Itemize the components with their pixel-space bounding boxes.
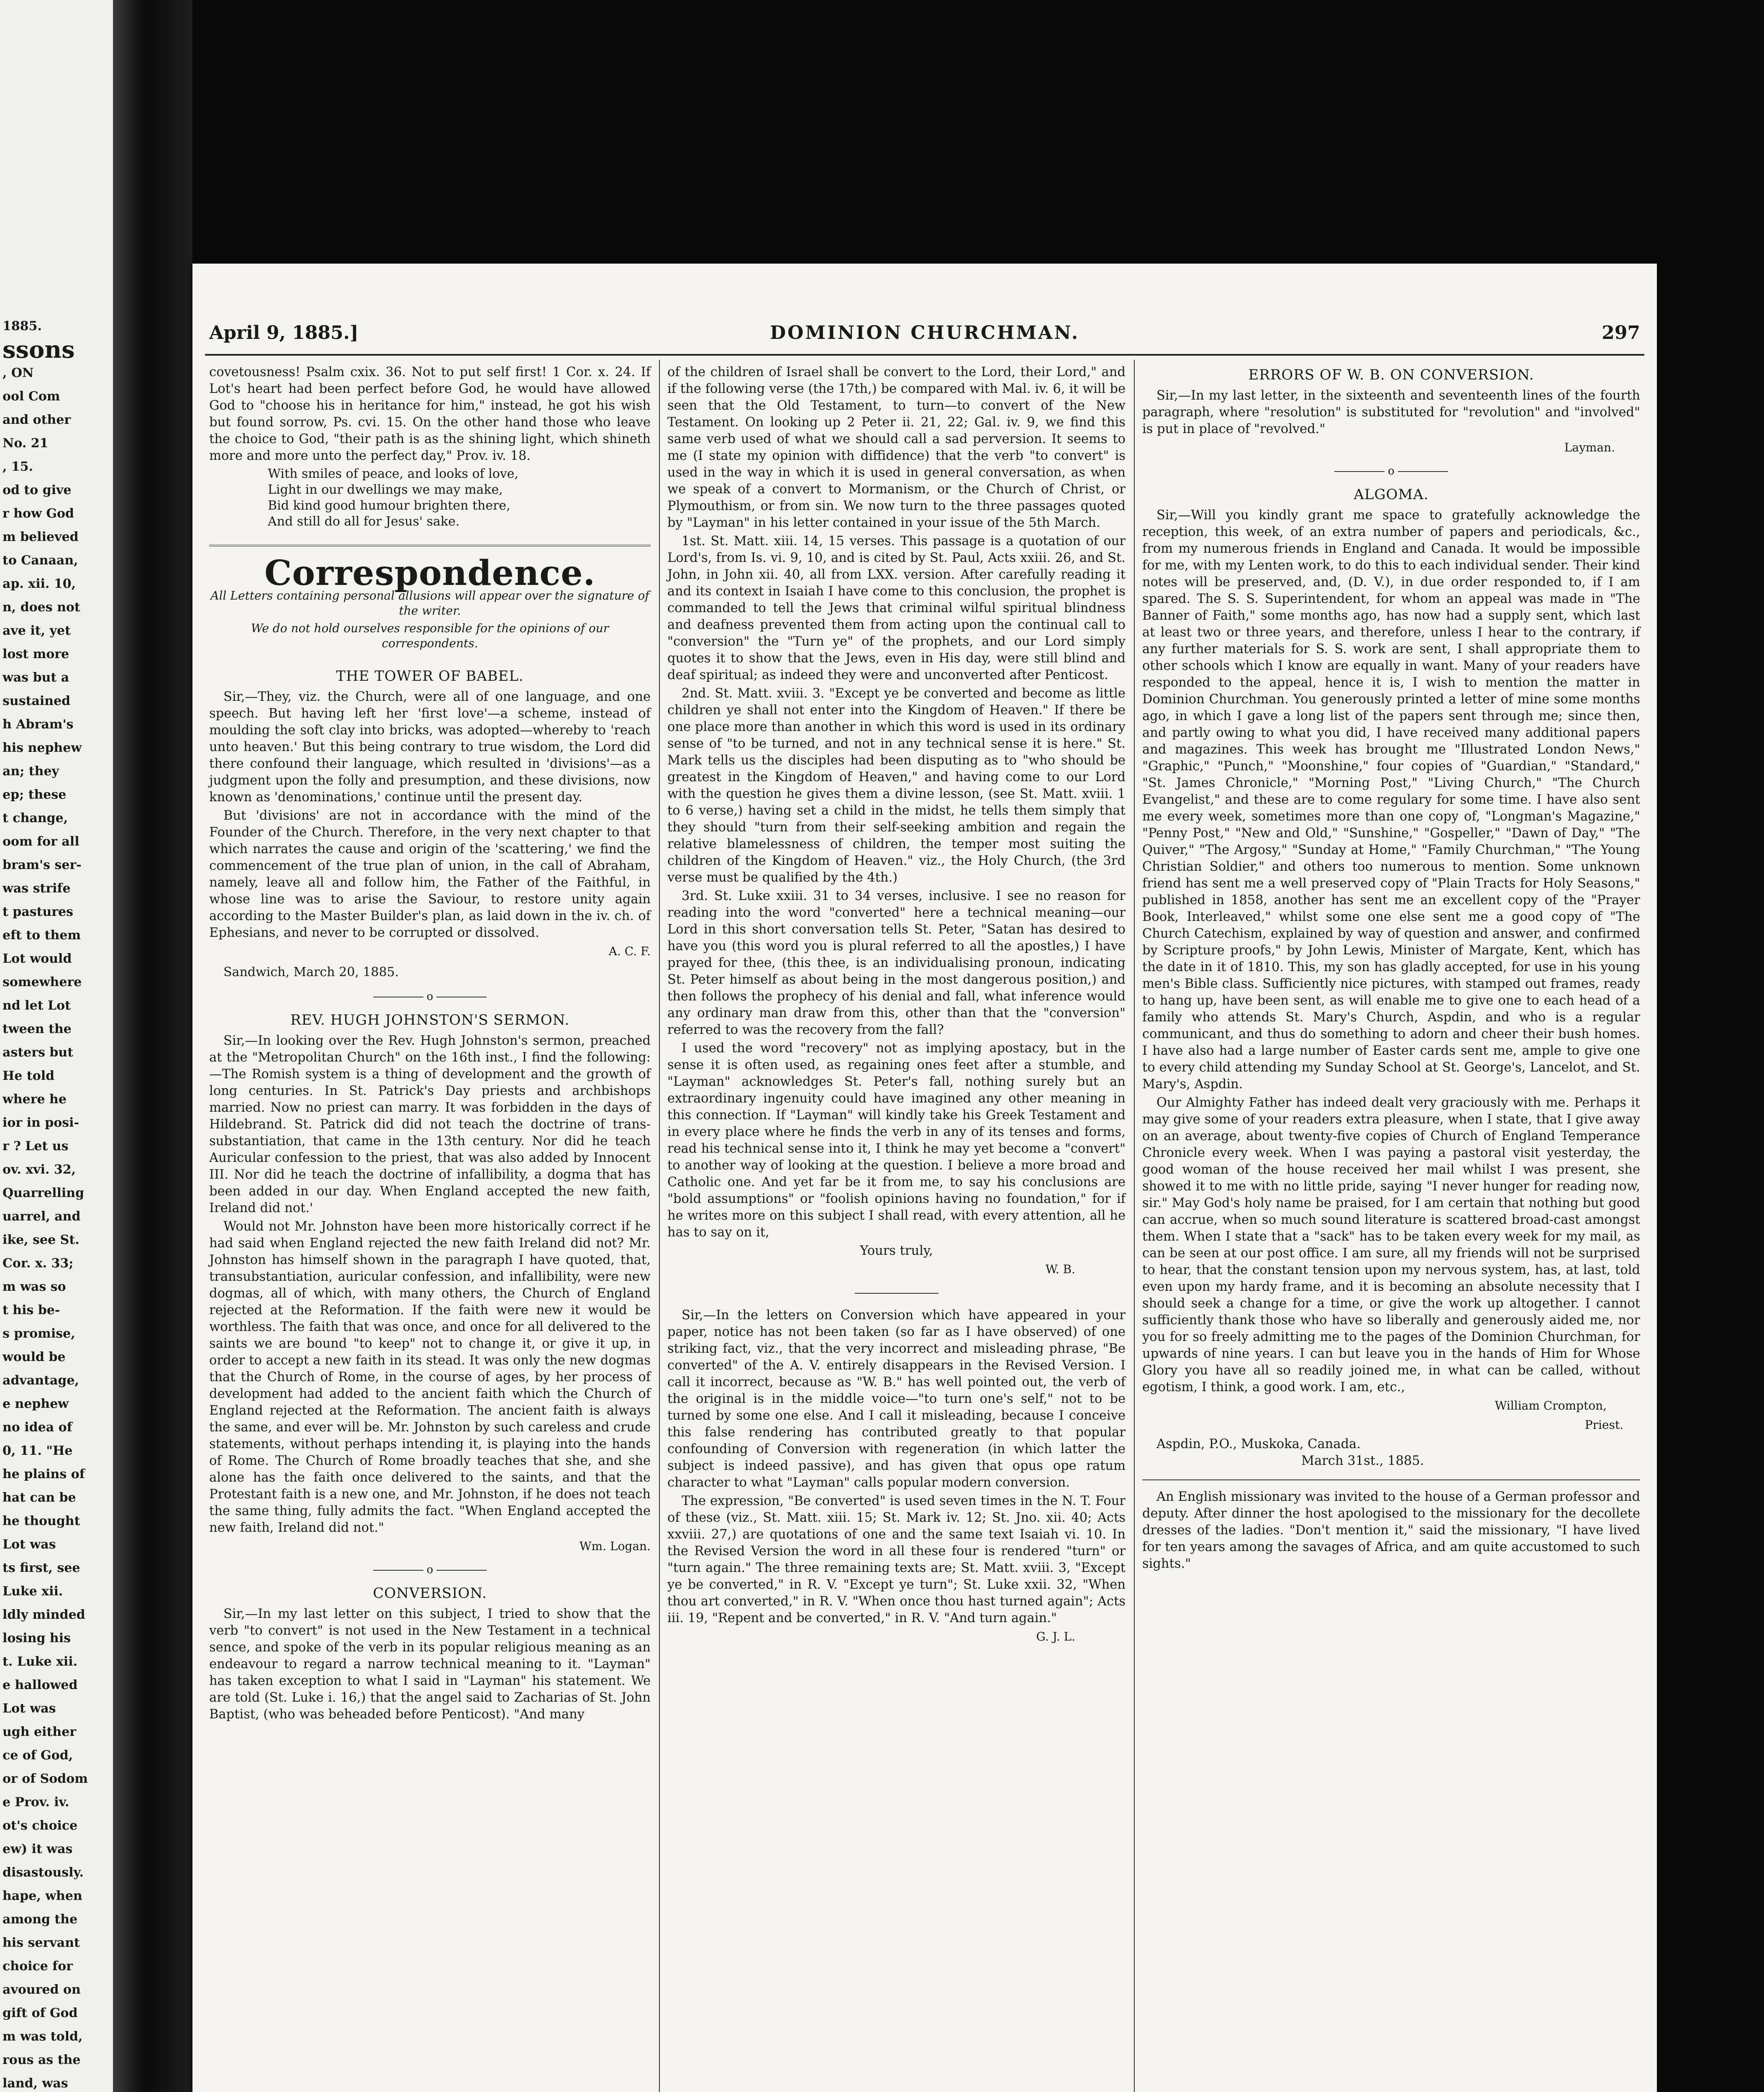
left-page-fragment: an; they (3, 764, 59, 779)
article-title-algoma: ALGOMA. (1354, 486, 1429, 503)
article-title-sermon: REV. HUGH JOHNSTON'S SERMON. (290, 1012, 570, 1028)
left-page-fragment: ov. xvi. 32, (3, 1162, 76, 1177)
signature: Wm. Logan. (579, 1539, 651, 1553)
adjacent-left-page (0, 0, 113, 2092)
left-page-fragment: ike, see St. (3, 1233, 79, 1247)
page-header (209, 322, 1640, 349)
column-3 (1142, 364, 1640, 1574)
paragraph: Would not Mr. Johnston have been more historically correct if he had said when England rejected the new faith Ireland did not? Mr. Johnston has himself shown in the paragraph I have quoted, that, transubstantiation, auricular confession, and infallibility, were new dogmas, all of which, with many others, the Church of England rejected at the Reformation. If the faith were new it would be worthless. The faith that was once, and once for all delivered to the saints we are bound "to keep" not to change it, or give it up, in order to accept a new faith in its stead. It was only the new dogmas that the Church of Rome, in the course of ages, by her process of development had added to the ancient faith which the Church of England rejected at the Reformation. The ancient faith is always the same, and ever will be. Mr. Johnston by such careless and crude statements, without perhaps intending it, is playing into the hands of Rome. The Church of Rome broadly teaches that she, and she alone has the faith once delivered to the saints, and that the Protestant faith is a new one, and Mr. Johnston, if he does not teach the same thing, fully admits the fact. "When England accepted the new faith, Ireland did not." (209, 1219, 651, 1535)
left-page-fragment: , 15. (3, 459, 33, 474)
column-divider (659, 360, 660, 2092)
article-title-babel: THE TOWER OF BABEL. (336, 668, 524, 685)
header-title: DOMINION CHURCHMAN. (769, 322, 1080, 344)
left-page-fragment: he plains of (3, 1467, 85, 1482)
left-page-fragment: rous as the (3, 2053, 81, 2067)
left-page-fragment: and other (3, 413, 71, 427)
column-1 (209, 364, 651, 1725)
left-page-fragment: sustained (3, 694, 71, 708)
left-page-fragment: hat can be (3, 1490, 76, 1505)
signature: W. B. (1045, 1262, 1075, 1276)
divider-ornament: o (209, 988, 651, 1005)
paragraph: Sir,—In my last letter, in the sixteenth and seventeenth lines of the fourth paragraph, where "resolution" is substituted for "revolution" and "involved" is put in place of "revolved." (1142, 388, 1640, 436)
paragraph: Our Almighty Father has indeed dealt very graciously with me. Perhaps it may give some of your readers extra pleasure, when I state, that I give away on an average, about twenty-five copies of Church of England Temperance Chronicle every week. When I was paying a pastoral visit yesterday, the good woman of the house received her mail whilst I was present, she showed it to me with no little pride, saying "I never hunger for reading now, sir." May God's holy name be praised, for I am certain that nothing but good can accrue, when so much sound literature is scattered broad-cast amongst them. When I state that a "sack" has to be taken every week for my mail, as can be seen at our post office. I am sure, all my friends will not be surprised to hear, that the constant tension upon my nervous system, has, at last, told even upon my hardy frame, and it is becoming an absolute necessity that I should seek a change for a time, or give the work up altogether. I cannot sufficiently thank those who have so liberally and generously aided me, nor you for so freely admitting me to the pages of the Dominion Churchman, for upwards of nine years. I can but leave you in the hands of Him for Whose Glory you have all so readily joined me, in what can be called, without egotism, I think, a good work. I am, etc., (1142, 1095, 1640, 1395)
left-page-fragment: He told (3, 1069, 55, 1083)
left-page-fragment: ep; these (3, 787, 67, 802)
left-page-fragment: ldly minded (3, 1607, 85, 1622)
left-page-fragment: losing his (3, 1631, 71, 1646)
left-page-fragment: ew) it was (3, 1842, 73, 1856)
left-page-fragment: no idea of (3, 1420, 72, 1435)
left-page-fragment: was strife (3, 881, 71, 896)
signature: Layman. (1564, 441, 1615, 454)
section-rule (209, 545, 651, 546)
poem-line: Light in our dwellings we may make, (268, 482, 503, 497)
left-page-fragment: e hallowed (3, 1678, 78, 1692)
left-page-fragment: m was told, (3, 2029, 83, 2044)
left-page-fragment: among the (3, 1912, 78, 1927)
left-page-fragment: od to give (3, 483, 72, 497)
intro-paragraph: covetousness! Psalm cxix. 36. Not to put self first! 1 Cor. x. 24. If Lot's heart had been perfect before God, he would have allowed God to "choose his in heritance for him," instead, he got his wish but found sorrow, Ps. cvi. 15. On the other hand those who leave the choice to God, "their path is as the shining light, which shineth more and more unto the perfect day," Prov. iv. 18. (209, 365, 651, 463)
editorial-note: We do not hold ourselves responsible for the opinions of our correspondents. (251, 621, 609, 650)
paragraph: I used the word "recovery" not as implying apostacy, but in the sense it is often used, as regaining ones feet after a stumble, and "Layman" acknowledges St. Peter's fall, nothing surely but an extraordinary ingenuity could have imagined any other meaning in this connection. If "Layman" will kindly take his Greek Testament and in every place where he finds the verb in any of its tenses and forms, read his technical sense into it, I think he may yet become a "convert" to another way of looking at the question. I believe a more broad and Catholic one. And yet far be it from me, to say his conclusions are "bold assumptions" or "foolish opinions having no foundation," for if he writes more on this subject I shall read, with every attention, all he has to say on it, (667, 1041, 1126, 1240)
poem-line: Bid kind good humour brighten there, (268, 498, 510, 513)
paragraph: 2nd. St. Matt. xviii. 3. "Except ye be converted and become as little children ye shall not enter into the Kingdom of Heaven." If there be one place more than another in which this word is used in its ordinary sense of "to be turned, and not in any technical sense it is here." St. Mark tells us the disciples had been disputing as to "who should be greatest in the Kingdom of Heaven," and having come to our Lord with the question he gives them a divine lesson, (see St. Matt. xviii. 1 to 6 verse,) having set a child in the midst, he tells them simply that they should "turn from their self-seeking ambition and regain the relative blamelessness of children, the temper most suiting the children of the Kingdom of Heaven." viz., the Holy Church, (the 3rd verse must be qualified by the 4th.) (667, 686, 1126, 885)
left-page-fragment: hape, when (3, 1889, 82, 1903)
paragraph: of the children of Israel shall be convert to the Lord, their Lord," and if the following verse (the 17th,) be compared with Mal. iv. 6, it will be seen that the Old Testament, to turn—to convert of the New Testament. On looking up 2 Peter ii. 21, 22; Gal. iv. 9, we find this same verb used of what we should call a sad perversion. It seems to me (I state my opinion with diffidence) that the verb "to convert" is used in the way in which it is used in general conversation, as when we speak of a convert to Mormanism, or the Church of Christ, or Plymouthism, or from sin. We now turn to the three passages quoted by "Layman" in his letter contained in your issue of the 5th March. (667, 365, 1126, 530)
left-page-fragment: ot's choice (3, 1818, 78, 1833)
left-page-fragment: Luke xii. (3, 1584, 63, 1599)
left-page-fragment: where he (3, 1092, 67, 1107)
left-page-fragment: ool Com (3, 389, 60, 404)
left-page-fragment: would be (3, 1350, 66, 1364)
left-page-fragment: ior in posi- (3, 1115, 79, 1130)
left-page-fragment: disastously. (3, 1865, 84, 1880)
paragraph: Sir,—In looking over the Rev. Hugh Johnston's sermon, preached at the "Metropolitan Church" on the 16th inst., I find the following:—The Romish system is a thing of development and the growth of long centuries. In St. Patrick's Day priests and archbishops married. Now no priest can marry. It was forbidden in the days of Hildebrand. St. Patrick did did not teach the doctrine of trans-substantiation, that came in the 13th century. Nor did he teach Auricular confession to the priest, that was also added by Innocent III. Nor did he teach the doctrine of infallibility, a dogma that has been added in our day. When England accepted the new faith, Ireland did not.' (209, 1033, 651, 1215)
left-page-fragment: gift of God (3, 2006, 78, 2020)
left-page-fragment: tween the (3, 1022, 72, 1036)
section-rule (1142, 1479, 1640, 1480)
place-line: Aspdin, P.O., Muskoka, Canada. (1156, 1437, 1361, 1451)
left-page-fragment: 1885. (3, 319, 42, 333)
column-2 (667, 364, 1126, 1648)
left-page-fragment: ssons (3, 336, 75, 364)
signature: A. C. F. (608, 944, 651, 958)
left-page-fragment: No. 21 (3, 436, 49, 451)
left-page-fragment: Lot was (3, 1701, 56, 1716)
left-page-fragment: ave it, yet (3, 623, 71, 638)
left-page-fragment: m believed (3, 530, 79, 544)
left-page-fragment: lost more (3, 647, 69, 661)
left-page-fragment: was but a (3, 670, 69, 685)
paragraph: 3rd. St. Luke xxiii. 31 to 34 verses, inclusive. I see no reason for reading into the word "converted" here a technical meaning—our Lord in this short conversation tells St. Peter, "Satan has desired to have you (this word you is plural referred to all the apostles,) I have prayed for thee, (this thee, is an individualising pronoun, indicating St. Peter himself as about being in the most dangerous position,) and then follows the prophecy of his denial and fall, what inference would any ordinary man draw from this, other than that the "conversion" referred to was the recovery from the fall? (667, 889, 1126, 1037)
anecdote: An English missionary was invited to the house of a German professor and deputy. After dinner the host apologised to the missionary for the decollete dresses of the ladies. "Don't mention it," said the missionary, "I have lived for ten years among the savages of Africa, and am quite accustomed to such sights." (1142, 1490, 1640, 1571)
left-page-fragment: , ON (3, 366, 34, 380)
left-page-fragment: land, was (3, 2076, 68, 2091)
newspaper-page (192, 264, 1657, 2092)
left-page-fragment: he thought (3, 1514, 80, 1528)
paragraph: The expression, "Be converted" is used seven times in the N. T. Four of these (viz., St. Matt. xiii. 15; St. Mark iv. 12; St. Jno. xii. 40; Acts xxviii. 27,) are quotations of one and the same text Isaiah vi. 10. In the Revised Version the word in all these four is rendered "turn" or "turn again." The three remaining texts are; St. Matt. xviii. 3, "Except ye be converted," in R. V. "Except ye turn"; St. Luke xxii. 32, "When thou art converted," in R. V. "When once thou hast turned again"; Acts iii. 19, "Repent and be converted," in R. V. "And turn again." (667, 1494, 1126, 1625)
left-page-fragment: advantage, (3, 1373, 79, 1388)
left-page-fragment: bram's ser- (3, 858, 82, 872)
book-gutter (113, 0, 192, 2092)
paragraph: Sir,—In the letters on Conversion which have appeared in your paper, notice has not been taken (so far as I have observed) of one striking fact, viz., that the very incorrect and misleading phrase, "Be converted" of the A. V. entirely disappears in the Revised Version. I call it incorrect, because as "W. B." has well pointed out, the verb of the original is in the middle voice—"to turn one's self," not to be turned by some one else. And I call it misleading, because I conceive this false rendering has contributed greatly to that popular confounding of Conversion with regeneration (in which latter the subject is indeed passive), and has given that opus ope ratum character to what "Layman" calls popular modern conversion. (667, 1308, 1126, 1490)
page-number: 297 (1602, 322, 1640, 344)
closing: Yours truly, (860, 1243, 933, 1258)
paragraph: Sir,—They, viz. the Church, were all of one language, and one speech. But having left her 'first love'—a scheme, instead of moulding the soft clay into bricks, was adopted—whereby to 'reach unto heaven.' But this being contrary to true wisdom, the Lord did there confound their language, which resulted in 'divisions'—as a judgment upon the folly and presumption, and these divisions, now known as 'denominations,' continue until the present day. (209, 690, 651, 805)
left-page-fragment: e Prov. iv. (3, 1795, 69, 1810)
paragraph: But 'divisions' are not in accordance with the mind of the Founder of the Church. Therefore, in the very next chapter to that which narrates the cause and origin of the 'scattering,' we find the commencement of the true plan of union, in the call of Abraham, namely, leave all and follow him, the Father of the Faithful, in whose line was to arise the Saviour, to restore unity again according to the Master Builder's plan, as laid down in the iv. ch. of Ephesians, and never to be corrupted or dissolved. (209, 808, 651, 940)
left-page-fragment: ts first, see (3, 1561, 80, 1575)
left-page-fragment: e nephew (3, 1397, 69, 1411)
signature: G. J. L. (1036, 1630, 1075, 1643)
signature-title: Priest. (1585, 1418, 1623, 1432)
editorial-note: All Letters containing personal allusions will appear over the signature of the writer. (210, 589, 649, 618)
left-page-fragment: choice for (3, 1959, 73, 1974)
paragraph: 1st. St. Matt. xiii. 14, 15 verses. This passage is a quotation of our Lord's, from Is. vi. 9, 10, and is cited by St. Paul, Acts xxiii. 26, and St. John, in John xii. 40, all from LXX. version. After carefully reading it and its context in Isaiah I have come to this conclusion, the prophet is commanded to tell the Jews that criminal wilful spiritual blindness and deafness prevented them from acting upon the continual call to "conversion" the "Turn ye" of the prophets, and our Lord simply quotes it to show that the Jews, even in His day, were still blind and deaf spiritual; as indeed they were and unconverted after Penticost. (667, 534, 1126, 682)
left-page-fragment: t pastures (3, 905, 74, 919)
left-page-fragment: Lot would (3, 951, 72, 966)
left-page-fragment: r how God (3, 506, 74, 521)
left-page-fragment: somewhere (3, 975, 82, 990)
poem-line: And still do all for Jesus' sake. (268, 514, 460, 529)
left-page-fragment: uarrel, and (3, 1209, 81, 1224)
left-page-fragment: eft to them (3, 928, 81, 943)
left-page-fragment: t change, (3, 811, 68, 826)
left-page-fragment: Quarrelling (3, 1186, 85, 1200)
dateline: Sandwich, March 20, 1885. (223, 965, 399, 979)
left-page-fragment: ugh either (3, 1725, 77, 1739)
left-page-fragment: oom for all (3, 834, 79, 849)
left-page-fragment: Cor. x. 33; (3, 1256, 74, 1271)
divider-ornament: o (209, 1561, 651, 1578)
left-page-fragment: 0, 11. "He (3, 1443, 73, 1458)
left-page-fragment: avoured on (3, 1982, 81, 1997)
left-page-fragment: Lot was (3, 1537, 56, 1552)
left-page-fragment: t his be- (3, 1303, 60, 1318)
correspondence-heading: Correspondence. (264, 553, 596, 593)
paragraph: Sir,—Will you kindly grant me space to gratefully acknowledge the reception, this week, of an extra number of papers and periodicals, &c., from my numerous friends in England and Canada. It would be impossible for me, with my Lenten work, to do this to each individual sender. Their kind notes will be preserved, and, (D. V.), in due order responded to, if I am spared. The S. S. Superintendent, for whom an appeal was made in "The Banner of Faith," some months ago, has now had a supply sent, which last at least two or three years, and therefore, unless I hear to the contrary, if any further materials for S. S. work are sent, I shall appropriate them to other schools which I know are equally in want. Many of your readers have responded to the appeal, hence it is, I wish to mention the matter in Dominion Churchman. You generously printed a letter of mine some months ago, in which I gave a long list of the papers sent through me; since then, and partly owing to what you did, I have received many additional papers and magazines. This week has brought me "Illustrated London News," "Graphic," "Punch," "Moonshine," four copies of "Guardian," "Standard," "St. James Chronicle," "Morning Post," "Living Church," "The Church Evangelist," and these are to come regulary for some time. I have also sent me every week, sometimes more than one copy of, "Longman's Magazine," "Penny Post," "New and Old," "Sunshine," "Gospeller," "Dawn of Day," "The Quiver," "The Argosy," "Sunday at Home," "Family Churchman," "The Young Christian Soldier," and others too numerous to mention. Some unknown friend has sent me a well preserved copy of "Plain Tracts for Holy Seasons," published in 1858, another has sent me an excellent copy of the "Prayer Book, Interleaved," whilst some one else sent me a good copy of "The Church Catechism, explained by way of question and answer, and confirmed by Scripture proofs," by John Lewis, Minister of Margate, Kent, which has the date in it of 1810. This, my son has gladly accepted, for use in his young men's Bible class. Sufficiently nice pictures, with stamped out frames, ready to hang up, have been sent, as will enable me to give one to each head of a family who attends St. Mary's Church, Aspdin, and who is a regular communicant, and thus do something to adorn and cheer their bush homes. I have also had a large number of Easter cards sent me, ample to give one to every child attending my Sunday School at St. George's, Lancelot, and St. Mary's, Aspdin. (1142, 508, 1640, 1092)
left-page-fragment: m was so (3, 1279, 66, 1294)
left-page-fragment: r ? Let us (3, 1139, 69, 1154)
column-divider (1134, 360, 1135, 2092)
left-page-fragment: his nephew (3, 741, 82, 755)
left-page-fragment: ce of God, (3, 1748, 73, 1763)
left-page-fragment: nd let Lot (3, 998, 71, 1013)
signature: William Crompton, (1495, 1399, 1607, 1413)
divider-ornament: o (1142, 463, 1640, 479)
dateline: March 31st., 1885. (1301, 1454, 1424, 1468)
divider-ornament (667, 1284, 1126, 1301)
left-page-fragment: n, does not (3, 600, 80, 615)
left-page-fragment: asters but (3, 1045, 74, 1060)
paragraph: Sir,—In my last letter on this subject, I tried to show that the verb "to convert" is not used in the New Testament in a technical sence, and spoke of the verb in its popular religious meaning as an endeavour to regard a narrow technical meaning to it. "Layman" has taken exception to what I said in "Layman" his statement. We are told (St. Luke i. 16,) that the angel said to Zacharias of St. John Baptist, (who was beheaded before Penticost). "And many (209, 1607, 651, 1722)
left-page-fragment: to Canaan, (3, 553, 78, 568)
left-page-fragment: s promise, (3, 1326, 75, 1341)
article-title-conversion: CONVERSION. (373, 1585, 487, 1602)
article-title-errors: ERRORS OF W. B. ON CONVERSION. (1248, 367, 1534, 383)
left-page-fragment: h Abram's (3, 717, 74, 732)
poem-line: With smiles of peace, and looks of love, (268, 467, 519, 481)
header-date: April 9, 1885.] (209, 322, 359, 344)
left-page-fragment: ap. xii. 10, (3, 577, 76, 591)
left-page-fragment: t. Luke xii. (3, 1654, 78, 1669)
left-page-fragment: his servant (3, 1936, 80, 1950)
header-rule (205, 354, 1644, 356)
poem (209, 466, 651, 530)
left-page-fragment: or of Sodom (3, 1772, 88, 1786)
